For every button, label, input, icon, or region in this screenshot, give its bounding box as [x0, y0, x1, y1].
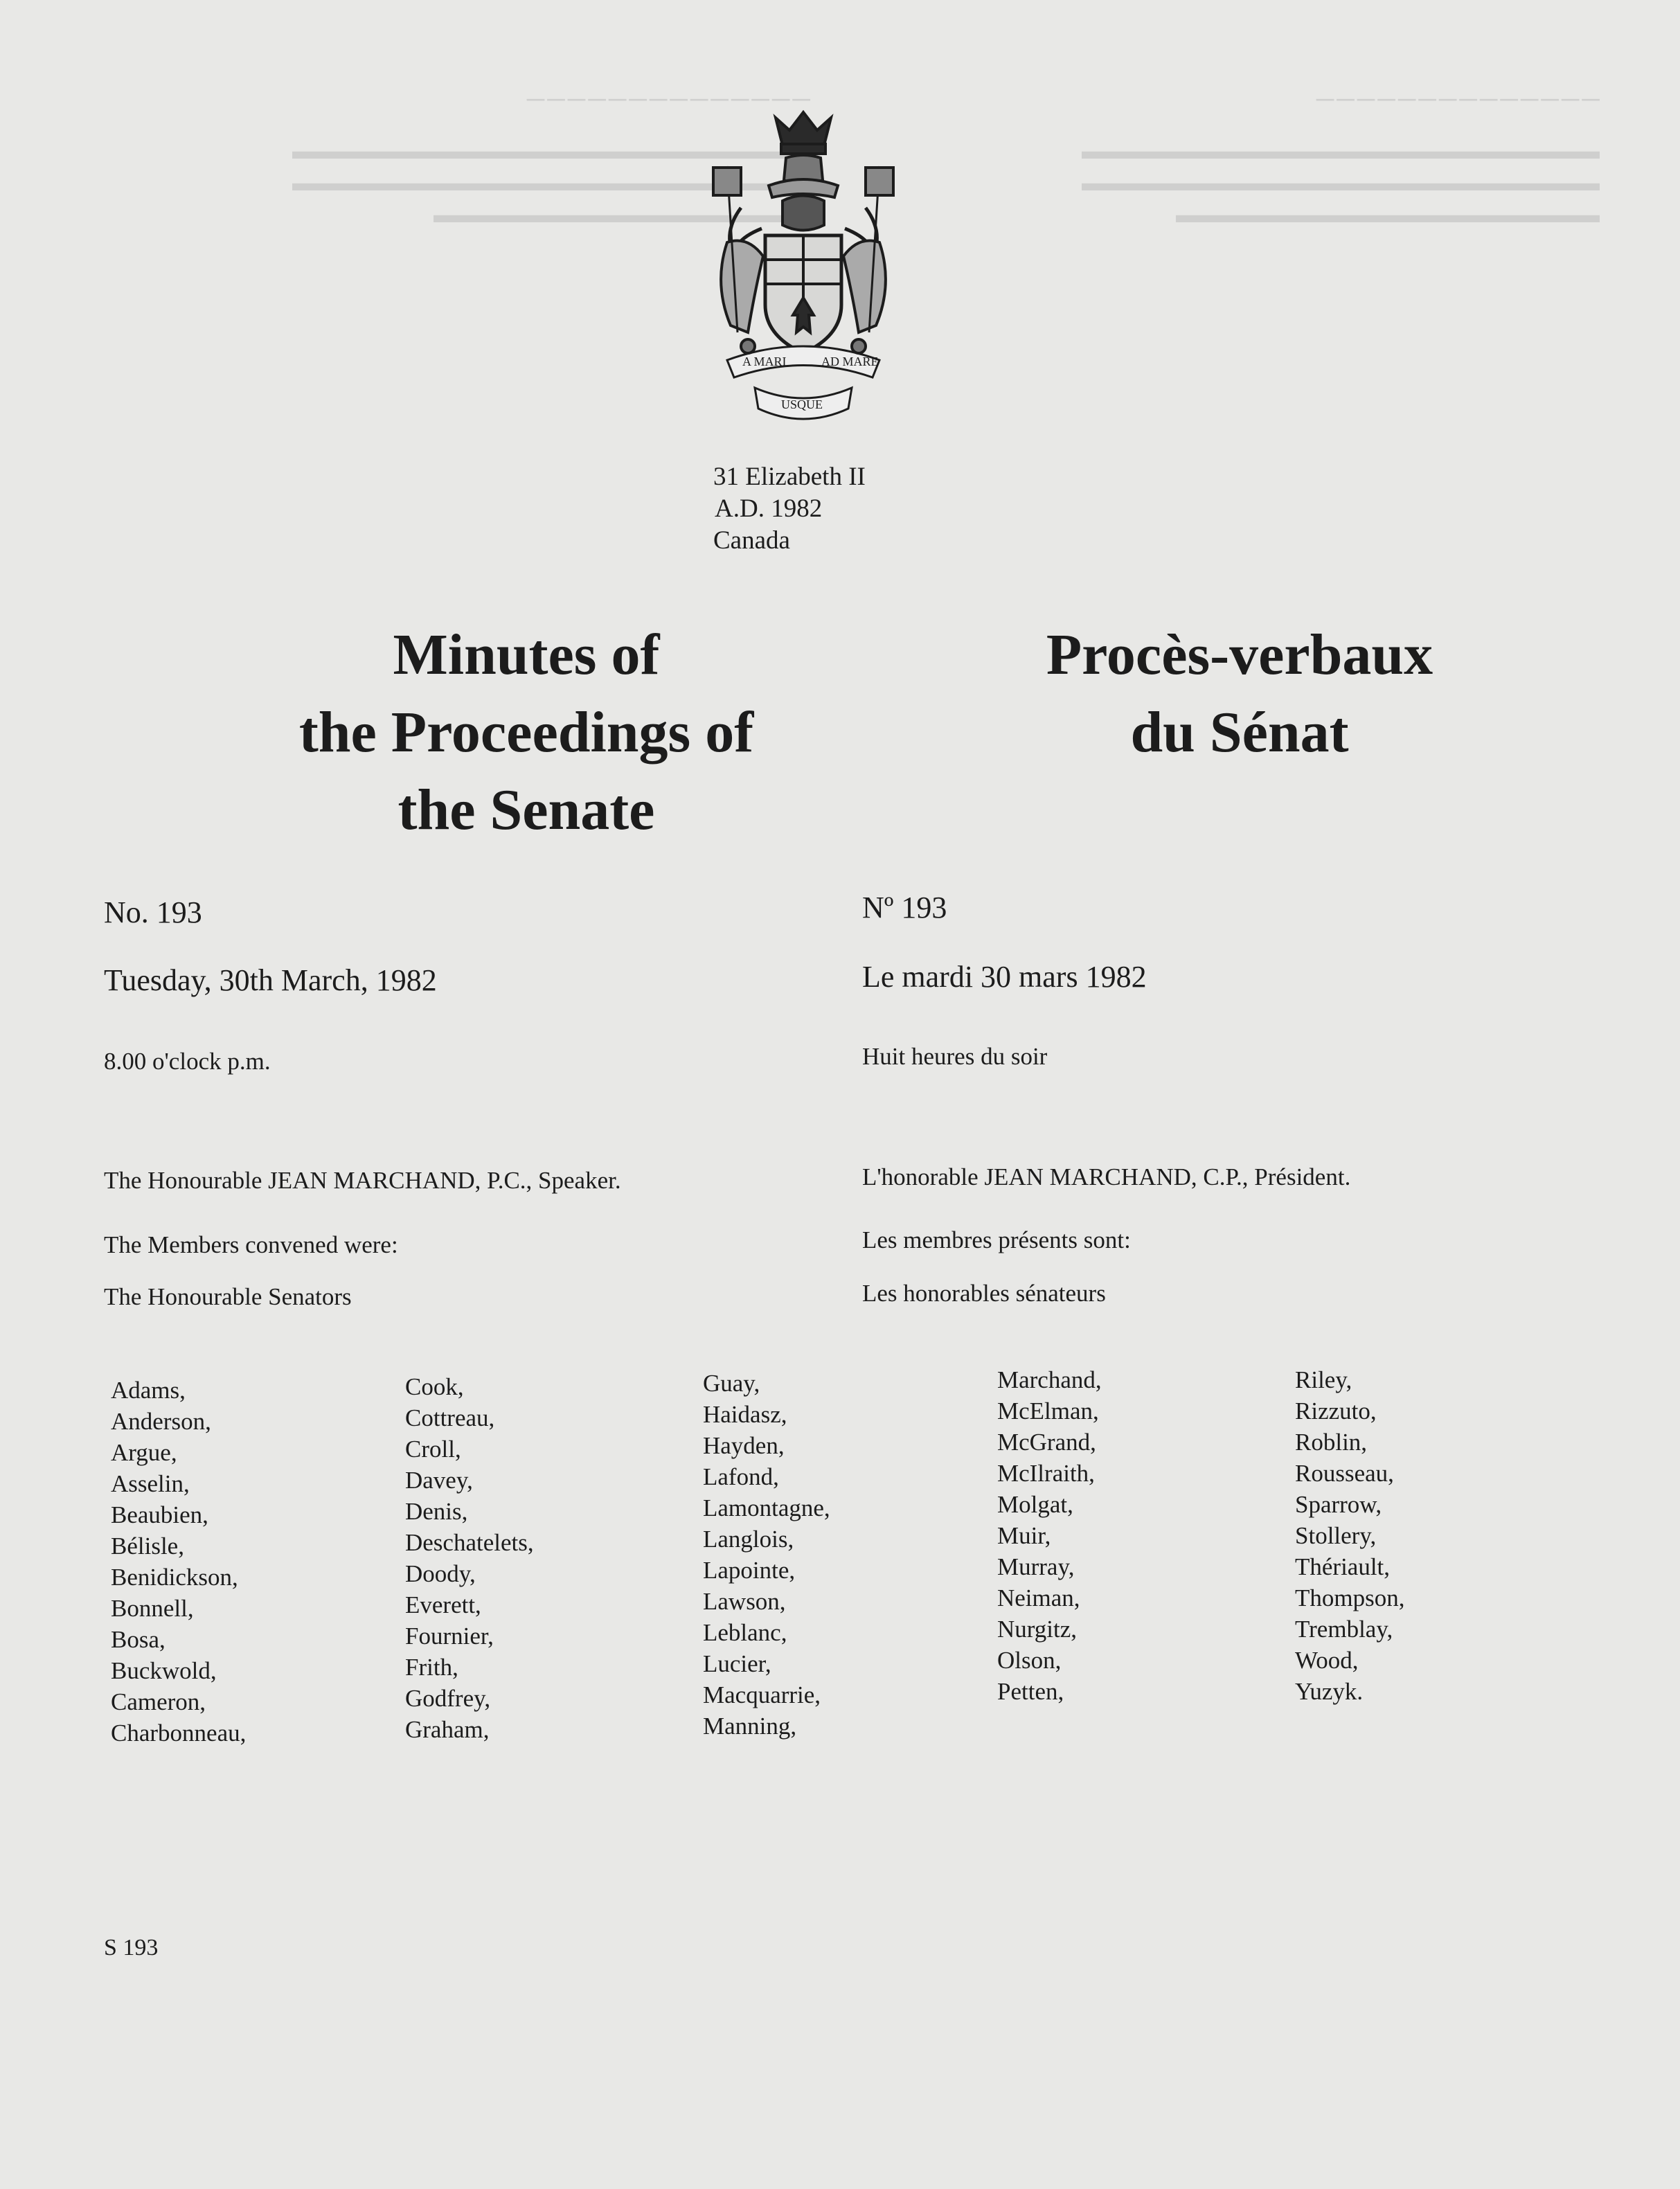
senators-column-5 — [1295, 1364, 1404, 1707]
senator-name: Graham, — [405, 1716, 490, 1743]
senator-name: Anderson, — [111, 1408, 211, 1435]
senator-name: Lafond, — [703, 1463, 779, 1490]
senator-name: Lamontagne, — [703, 1494, 830, 1521]
senator-name: Beaubien, — [111, 1501, 208, 1528]
reverse-page-show-through: ────────────── ▬▬▬▬▬▬▬▬▬▬▬▬▬▬▬▬▬▬▬▬▬▬ ▬▬▬▬▬▬▬▬▬▬▬▬▬▬▬▬▬▬▬▬▬▬ ▬▬▬▬▬▬▬▬▬▬▬▬▬▬▬▬▬▬ ────────────── ▬▬▬▬▬▬▬▬▬▬▬▬▬▬▬▬▬▬▬▬▬▬ ▬▬▬▬▬▬▬▬▬▬▬▬▬▬▬▬▬▬▬▬▬▬ ▬▬▬▬▬▬▬▬▬▬▬▬▬▬▬▬ — [292, 85, 1600, 228]
senator-name: Wood, — [1295, 1647, 1359, 1674]
senator-name: Thompson, — [1295, 1584, 1405, 1611]
english-title-line-1: Minutes of — [393, 623, 660, 687]
senator-name: Thériault, — [1295, 1553, 1391, 1580]
senator-name: Doody, — [405, 1560, 476, 1587]
senator-name: Manning, — [703, 1713, 797, 1740]
senator-name: Sparrow, — [1295, 1491, 1382, 1518]
english-title-line-3: the Senate — [397, 778, 655, 842]
senator-name: Deschatelets, — [405, 1529, 534, 1556]
english-number: No. 193 — [104, 895, 202, 929]
senator-name: Cook, — [405, 1373, 464, 1400]
english-title — [215, 616, 838, 849]
french-title — [928, 616, 1551, 771]
senator-name: Davey, — [405, 1467, 473, 1494]
page-folio: S 193 — [104, 1935, 159, 1960]
senator-name: McGrand, — [997, 1429, 1096, 1456]
english-speaker: The Honourable JEAN MARCHAND, P.C., Speaker. — [104, 1167, 621, 1194]
senator-name: Neiman, — [997, 1584, 1080, 1611]
senator-name: Langlois, — [703, 1526, 794, 1553]
senator-name: Petten, — [997, 1678, 1064, 1705]
senator-name: Yuzyk. — [1295, 1678, 1364, 1705]
senator-name: Stollery, — [1295, 1522, 1377, 1549]
senator-name: Lucier, — [703, 1650, 771, 1677]
senator-name: Guay, — [703, 1370, 760, 1397]
french-senators-heading: Les honorables sénateurs — [862, 1280, 1106, 1307]
senator-name: Nurgitz, — [997, 1616, 1078, 1643]
french-date: Le mardi 30 mars 1982 — [862, 960, 1147, 994]
motto-right: AD MARE — [821, 355, 879, 368]
regnal-year-block — [713, 461, 866, 557]
senator-name: Charbonneau, — [111, 1719, 247, 1746]
senator-name: Muir, — [997, 1522, 1051, 1549]
senator-name: Cottreau, — [405, 1404, 495, 1431]
french-speaker: L'honorable JEAN MARCHAND, C.P., Président. — [862, 1163, 1351, 1190]
senator-name: Bonnell, — [111, 1595, 194, 1622]
senator-name: Argue, — [111, 1439, 177, 1466]
senator-name: Denis, — [405, 1498, 468, 1525]
senator-name: Asselin, — [111, 1470, 190, 1497]
senator-name: Leblanc, — [703, 1619, 787, 1646]
english-time: 8.00 o'clock p.m. — [104, 1048, 271, 1075]
senator-name: Rizzuto, — [1295, 1397, 1377, 1424]
senator-name: Marchand, — [997, 1366, 1102, 1393]
english-date: Tuesday, 30th March, 1982 — [104, 963, 437, 997]
senator-name: Adams, — [111, 1377, 186, 1404]
senator-name: Riley, — [1295, 1366, 1352, 1393]
french-title-line-1: Procès-verbaux — [1046, 623, 1433, 687]
senator-name: Molgat, — [997, 1491, 1073, 1518]
motto-bottom: USQUE — [781, 397, 823, 411]
senator-name: Godfrey, — [405, 1685, 491, 1712]
senator-name: Roblin, — [1295, 1429, 1368, 1456]
senator-name: Hayden, — [703, 1432, 785, 1459]
senators-column-3 — [703, 1368, 830, 1742]
senator-name: Murray, — [997, 1553, 1075, 1580]
english-title-line-2: the Proceedings of — [298, 700, 754, 765]
senator-name: Everett, — [405, 1591, 481, 1618]
senator-name: Haidasz, — [703, 1401, 787, 1428]
senator-name: Croll, — [405, 1436, 461, 1463]
senators-column-2 — [405, 1371, 534, 1745]
senator-name: Fournier, — [405, 1623, 494, 1650]
senator-name: Bélisle, — [111, 1533, 184, 1560]
english-senators-heading: The Honourable Senators — [104, 1283, 352, 1310]
senator-name: Cameron, — [111, 1688, 206, 1715]
senator-name: McIlraith, — [997, 1460, 1095, 1487]
senator-name: Bosa, — [111, 1626, 166, 1653]
coat-of-arms-icon — [699, 104, 907, 429]
senators-column-4 — [997, 1364, 1102, 1707]
french-title-line-2: du Sénat — [1130, 700, 1349, 765]
senator-name: Frith, — [405, 1654, 458, 1681]
french-number: Nº 193 — [862, 891, 947, 924]
senator-name: McElman, — [997, 1397, 1099, 1424]
senator-name: Benidickson, — [111, 1564, 238, 1591]
senators-column-1 — [111, 1375, 246, 1749]
senator-name: Rousseau, — [1295, 1460, 1394, 1487]
anno-domini: A.D. 1982 — [715, 494, 823, 523]
regnal-year: 31 Elizabeth II — [713, 463, 866, 491]
senator-name: Olson, — [997, 1647, 1062, 1674]
english-members-convened: The Members convened were: — [104, 1231, 398, 1258]
senator-name: Lawson, — [703, 1588, 786, 1615]
country: Canada — [713, 526, 790, 555]
senator-name: Macquarrie, — [703, 1681, 821, 1708]
senator-name: Lapointe, — [703, 1557, 796, 1584]
french-members-present: Les membres présents sont: — [862, 1226, 1131, 1253]
senator-name: Tremblay, — [1295, 1616, 1393, 1643]
french-time: Huit heures du soir — [862, 1043, 1048, 1070]
motto-left: A MARI — [742, 355, 787, 368]
senator-name: Buckwold, — [111, 1657, 217, 1684]
